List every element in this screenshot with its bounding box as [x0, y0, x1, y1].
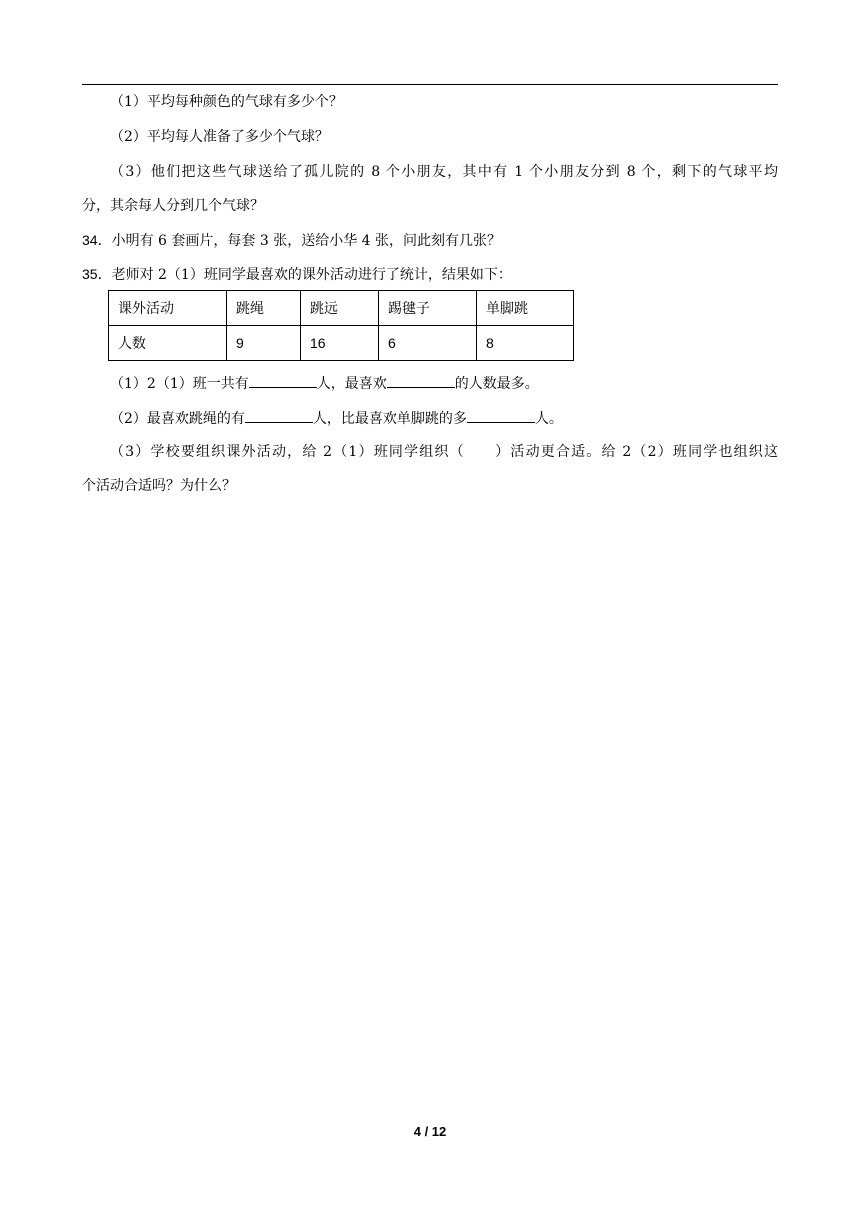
- table-header-cell: 单脚跳: [477, 291, 574, 326]
- q35-sub1-part-a: （1）2（1）班一共有: [110, 376, 249, 392]
- question-35-number: 35: [82, 266, 98, 282]
- question-35: [82, 264, 512, 285]
- table-header-cell: 跳绳: [227, 291, 301, 326]
- q35-sub1-part-b: 人，最喜欢: [316, 376, 387, 392]
- answer-blank-difference[interactable]: [467, 407, 535, 423]
- q35-sub2-part-b: 人，比最喜欢单脚跳的多: [312, 411, 467, 427]
- table-cell: 人数: [109, 326, 227, 361]
- q35-sub2-part-c: 人。: [534, 411, 563, 427]
- header-rule: [82, 84, 778, 85]
- table-cell: 16: [301, 326, 379, 361]
- q35-sub1-part-c: 的人数最多。: [454, 376, 539, 392]
- question-35-text: ．老师对 2（1）班同学最喜欢的课外活动进行了统计，结果如下：: [97, 267, 512, 283]
- table-cell: 6: [379, 326, 477, 361]
- q35-sub3-line2: 个活动合适吗？为什么？: [82, 478, 236, 494]
- q33-sub1: （1）平均每种颜色的气球有多少个？: [110, 94, 343, 110]
- page-number: 4 / 12: [413, 1124, 447, 1139]
- q33-sub2: （2）平均每人准备了多少个气球？: [110, 129, 329, 145]
- answer-blank-favorite[interactable]: [387, 372, 455, 388]
- question-34-text: ．小明有 6 套画片，每套 3 张，送给小华 4 张，问此刻有几张？: [97, 233, 501, 249]
- activity-stats-table: [108, 290, 574, 361]
- q35-sub2: [110, 407, 563, 429]
- q35-sub1: [110, 372, 539, 394]
- question-34-number: 34: [82, 232, 98, 248]
- q33-sub3-line2: 分，其余每人分到几个气球？: [82, 198, 264, 214]
- q33-sub3-line1: （3）他们把这些气球送给了孤儿院的 8 个小朋友，其中有 1 个小朋友分到 8 个，剩下的气球平均: [110, 164, 778, 180]
- q35-sub2-part-a: （2）最喜欢跳绳的有: [110, 411, 245, 427]
- table-data-row: [109, 326, 574, 361]
- table-header-row: [109, 291, 574, 326]
- q35-sub3-line1: （3）学校要组织课外活动，给 2（1）班同学组织（ ）活动更合适。给 2（2）班同学也组织这: [110, 444, 778, 460]
- answer-blank-jump-rope[interactable]: [245, 407, 313, 423]
- table-cell: 8: [477, 326, 574, 361]
- table-header-cell: 跳远: [301, 291, 379, 326]
- table-cell: 9: [227, 326, 301, 361]
- table-header-cell: 课外活动: [109, 291, 227, 326]
- question-34: [82, 230, 501, 251]
- table-header-cell: 踢毽子: [379, 291, 477, 326]
- answer-blank-total[interactable]: [249, 372, 317, 388]
